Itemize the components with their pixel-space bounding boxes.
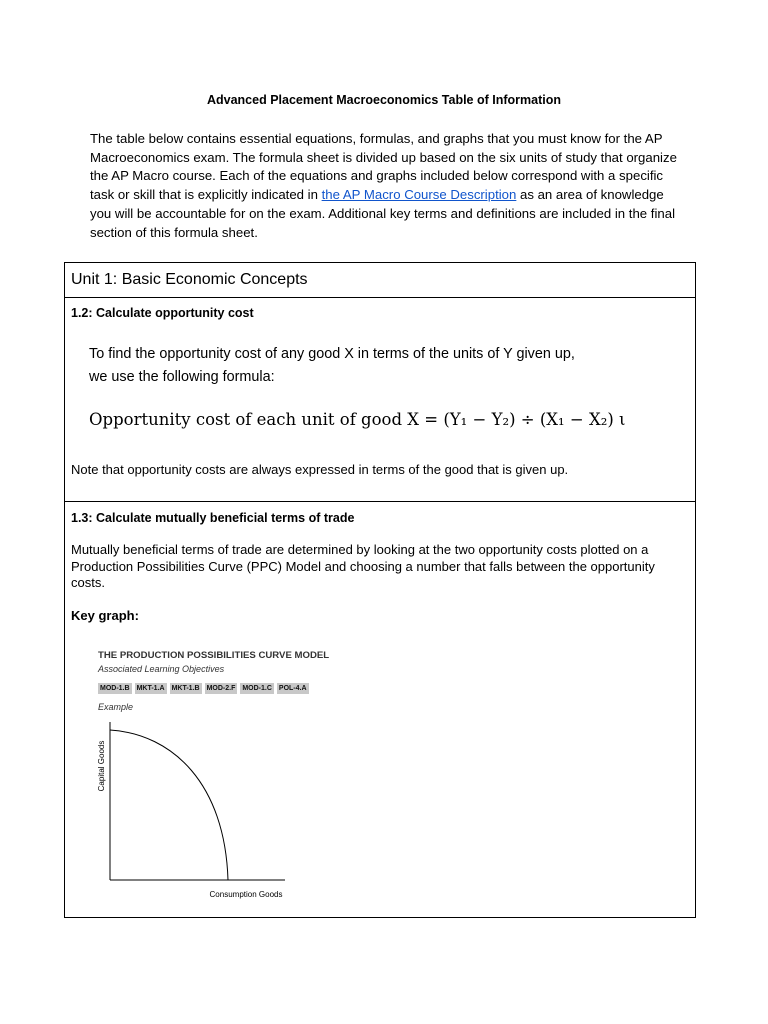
example-label: Example xyxy=(98,702,134,712)
ppc-graph-title: THE PRODUCTION POSSIBILITIES CURVE MODEL xyxy=(98,650,330,661)
section-1-3 xyxy=(65,502,695,917)
intro-paragraph xyxy=(90,130,680,242)
formula-line-2: we use the following formula: xyxy=(89,369,275,385)
unit-1-heading: Unit 1: Basic Economic Concepts xyxy=(65,263,695,298)
document-title: Advanced Placement Macroeconomics Table of Information xyxy=(206,93,562,107)
key-graph-label: Key graph: xyxy=(71,608,139,623)
tag-mod-1c: MOD-1.C xyxy=(242,685,272,692)
ppc-curve xyxy=(110,730,228,880)
terms-of-trade-text: Mutually beneficial terms of trade are determined by looking at the two opportunity costs plotted on a Production Possibilities Curve (PPC) Model and choosing a number that falls between the opportunity costs. xyxy=(71,542,655,591)
tag-pol-4a: POL-4.A xyxy=(278,685,307,692)
ppc-graph xyxy=(93,714,363,904)
section-1-3-title: 1.3: Calculate mutually beneficial terms of trade xyxy=(71,511,355,525)
learning-objective-tags xyxy=(98,683,309,694)
formula-equation: Opportunity cost of each unit of good X = (Y₁ − Y₂) ÷ (X₁ − X₂) ι xyxy=(89,410,626,429)
tag-mod-2f: MOD-2.F xyxy=(206,685,236,692)
section-1-2-title: 1.2: Calculate opportunity cost xyxy=(71,306,254,320)
course-description-link[interactable]: the AP Macro Course Description xyxy=(321,187,517,203)
intro-text-after-link: as an area of knowledge you will be accountable for on the exam. Additional key terms and definitions are included in the final section of this formula sheet. xyxy=(90,187,675,240)
y-axis-label: Capital Goods xyxy=(97,740,106,792)
x-axis-label: Consumption Goods xyxy=(209,890,283,899)
tag-mkt-1a: MKT-1.A xyxy=(136,685,165,692)
formula-line-1: To find the opportunity cost of any good X in terms of the units of Y given up, xyxy=(89,346,575,362)
intro-text-before-link: The table below contains essential equations, formulas, and graphs that you must know for the AP Macroeconomics exam. The formula sheet is divided up based on the six units of study that organize the AP Macro course. Each of the equations and graphs included below correspond with a specific task or skill that is explicitly indicated in xyxy=(90,131,677,203)
ppc-graph-subtitle: Associated Learning Objectives xyxy=(98,664,225,674)
opportunity-cost-formula-image xyxy=(87,338,626,438)
opportunity-cost-note: Note that opportunity costs are always expressed in terms of the good that is given up. xyxy=(71,462,569,477)
section-1-2 xyxy=(65,298,695,502)
tag-mkt-1b: MKT-1.B xyxy=(171,685,200,692)
formula-table xyxy=(64,262,696,918)
tag-mod-1b: MOD-1.B xyxy=(100,685,130,692)
